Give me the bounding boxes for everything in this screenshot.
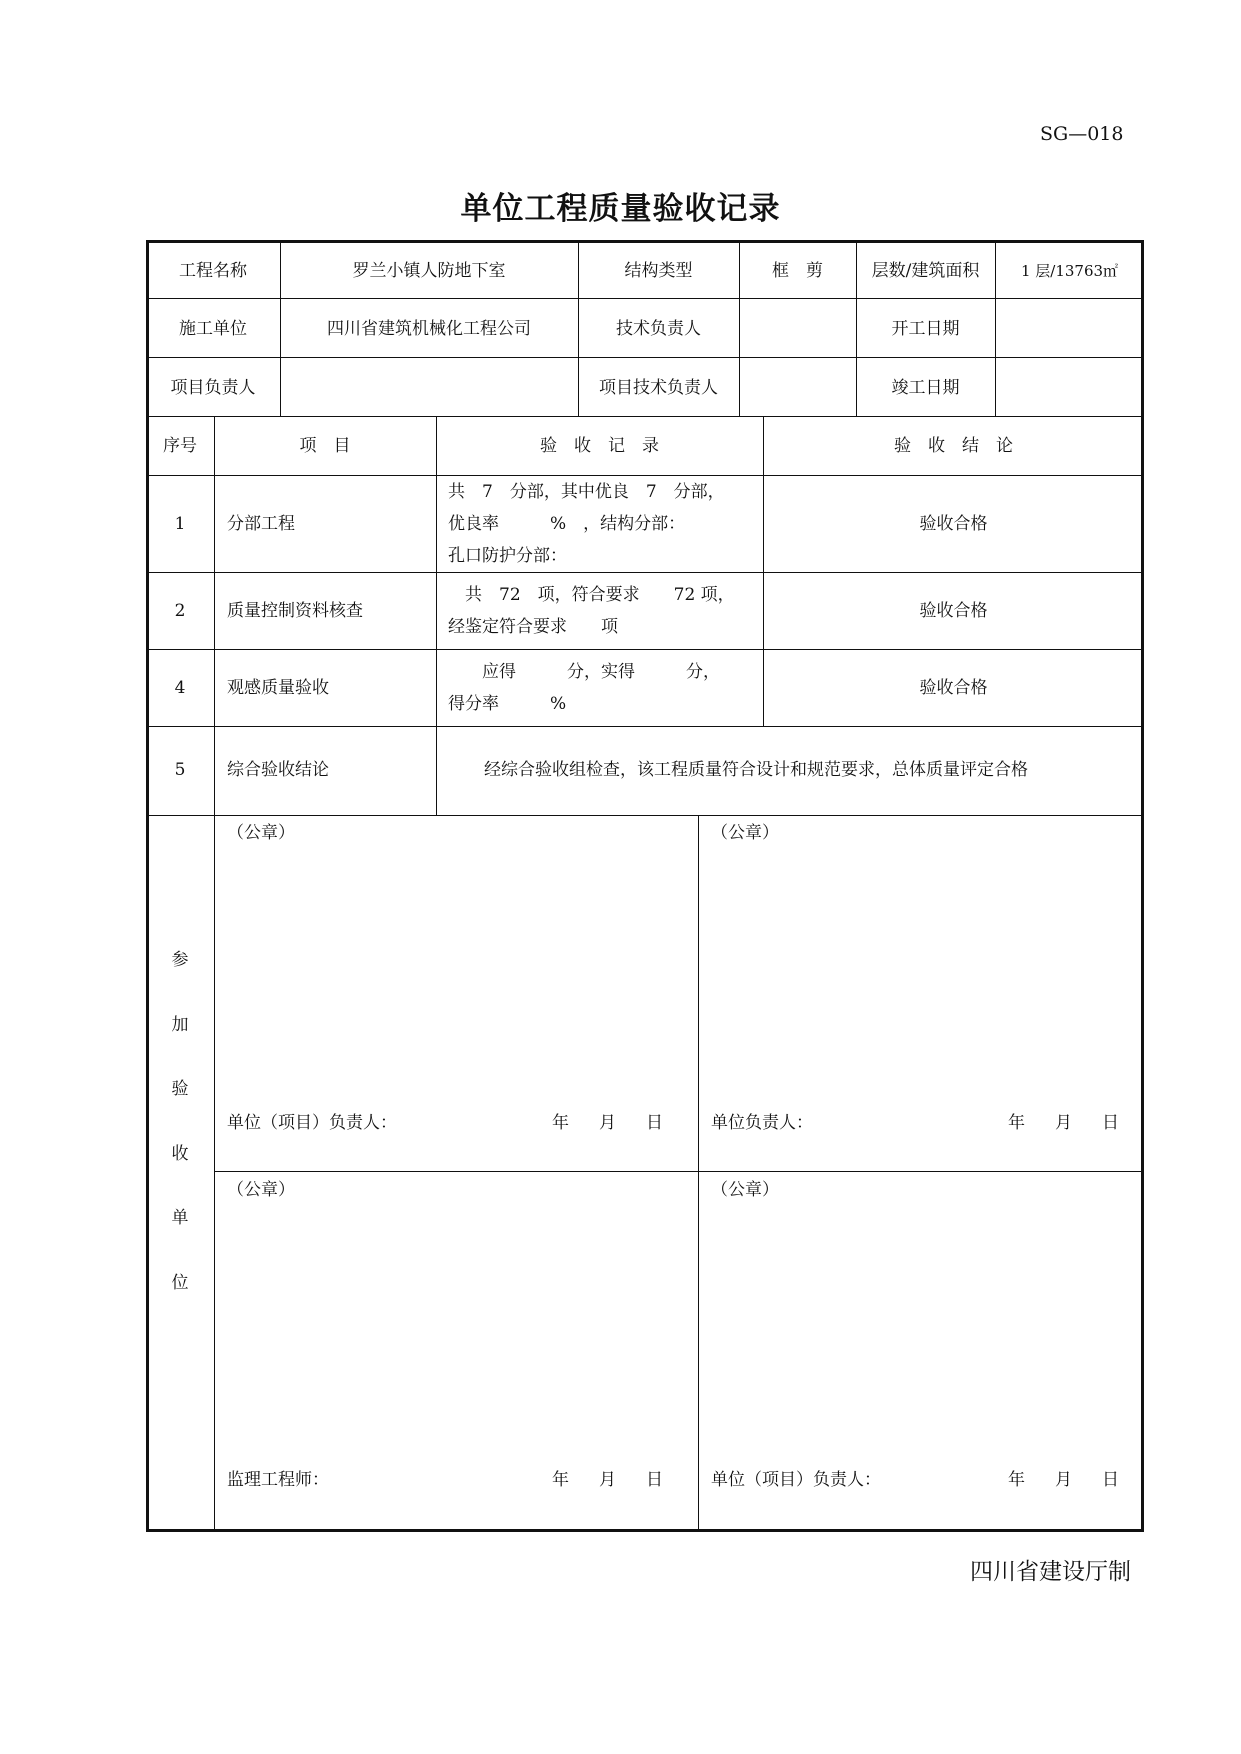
item-no: 4 xyxy=(174,678,186,698)
item-record-line: 共 7 分部，其中优良 7 分部， xyxy=(448,482,725,502)
item-name: 分部工程 xyxy=(227,514,295,534)
tech-lead-label: 技术负责人 xyxy=(616,319,701,339)
items-header-no: 序号 xyxy=(163,436,197,456)
date-day: 日 xyxy=(1102,1113,1119,1133)
date-year: 年 xyxy=(552,1113,569,1133)
item-no: 5 xyxy=(174,760,186,780)
issuer-footer: 四川省建设厅制 xyxy=(970,1559,1131,1585)
pm-label: 项目负责人 xyxy=(170,378,256,398)
date-month: 月 xyxy=(1055,1470,1072,1490)
date-month: 月 xyxy=(599,1470,616,1490)
item-conclusion: 验收合格 xyxy=(919,601,988,621)
date-year: 年 xyxy=(1008,1113,1025,1133)
structure-type-value: 框 剪 xyxy=(772,261,823,281)
signer-label: 单位（项目）负责人： xyxy=(711,1470,881,1490)
item-no: 1 xyxy=(174,514,186,534)
seal-label: （公章） xyxy=(711,1180,779,1200)
item-no: 2 xyxy=(174,601,186,621)
page-title: 单位工程质量验收记录 xyxy=(460,191,781,227)
form-code: SG—018 xyxy=(1040,123,1124,145)
item-record-line: 应得 分，实得 分， xyxy=(448,662,720,682)
signer-label: 监理工程师： xyxy=(227,1470,329,1490)
row-divider xyxy=(146,726,1144,727)
floors-area-label: 层数/建筑面积 xyxy=(871,261,980,281)
row-divider xyxy=(146,649,1144,650)
date-year: 年 xyxy=(552,1470,569,1490)
overall-conclusion-text: 经综合验收组检查，该工程质量符合设计和规范要求，总体质量评定合格 xyxy=(484,760,1028,780)
date-month: 月 xyxy=(1055,1113,1072,1133)
item-name: 质量控制资料核查 xyxy=(227,601,363,621)
structure-type-label: 结构类型 xyxy=(624,261,693,281)
signoff-side-label: 参 加 验 收 单 位 xyxy=(171,950,189,1293)
project-tech-lead-label: 项目技术负责人 xyxy=(599,378,718,398)
item-record-line: 优良率 % ，结构分部： xyxy=(448,514,686,534)
seal-label: （公章） xyxy=(711,823,779,843)
item-conclusion: 验收合格 xyxy=(919,514,988,534)
date-day: 日 xyxy=(646,1113,663,1133)
start-date-label: 开工日期 xyxy=(891,319,960,339)
items-header-conclusion: 验 收 结 论 xyxy=(894,436,1013,456)
item-name: 观感质量验收 xyxy=(227,678,329,698)
item-record-line: 孔口防护分部： xyxy=(448,546,567,566)
seal-label: （公章） xyxy=(227,1180,295,1200)
col-divider xyxy=(436,416,437,815)
finish-date-label: 竣工日期 xyxy=(891,378,960,398)
contractor-value: 四川省建筑机械化工程公司 xyxy=(327,319,531,339)
date-year: 年 xyxy=(1008,1470,1025,1490)
row-divider xyxy=(214,1171,1144,1172)
item-record-line: 得分率 % xyxy=(448,694,567,714)
date-day: 日 xyxy=(1102,1470,1119,1490)
project-name-label: 工程名称 xyxy=(179,261,247,281)
row-divider xyxy=(146,416,1144,417)
items-header-item: 项 目 xyxy=(299,436,351,456)
signer-label: 单位负责人： xyxy=(711,1113,813,1133)
item-name: 综合验收结论 xyxy=(227,760,329,780)
contractor-label: 施工单位 xyxy=(179,319,247,339)
items-header-record: 验 收 记 录 xyxy=(540,436,659,456)
row-divider xyxy=(146,815,1144,816)
item-conclusion: 验收合格 xyxy=(919,678,988,698)
col-divider xyxy=(214,416,215,1532)
row-divider xyxy=(146,475,1144,476)
floors-area-value: 1 层/13763㎡ xyxy=(1020,262,1119,280)
form-table-frame xyxy=(146,240,1144,1532)
signer-label: 单位（项目）负责人： xyxy=(227,1113,397,1133)
row-divider xyxy=(146,572,1144,573)
item-record-line: 共 72 项，符合要求 72 项， xyxy=(448,585,735,605)
seal-label: （公章） xyxy=(227,823,295,843)
item-record-line: 经鉴定符合要求 项 xyxy=(448,617,618,637)
project-name-value: 罗兰小镇人防地下室 xyxy=(352,261,506,281)
date-month: 月 xyxy=(599,1113,616,1133)
date-day: 日 xyxy=(646,1470,663,1490)
col-divider xyxy=(698,815,699,1532)
